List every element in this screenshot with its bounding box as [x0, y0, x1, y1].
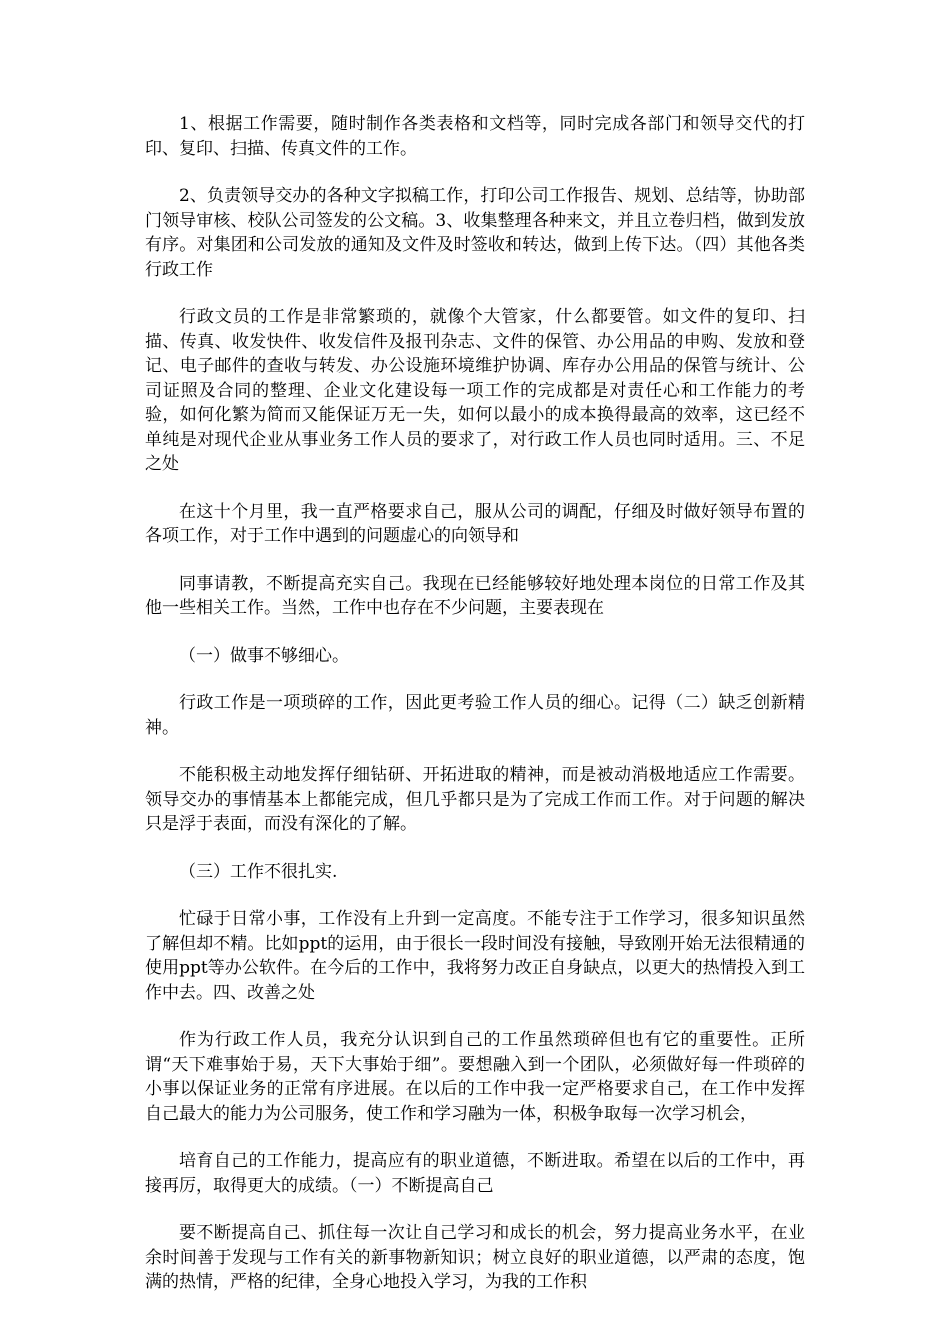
- paragraph-9: （三）工作不很扎实.: [179, 861, 338, 882]
- paragraph-2: 2、负责领导交办的各种文字拟稿工作，打印公司工作报告、规划、总结等，协助部门领导审核、校队公司签发的公文稿。3、收集整理各种来文，并且立卷归档，做到发放有序。对集团和公司发放的通知及文件及时签收和转达，做到上传下达。（四）其他各类行政工作: [145, 186, 805, 280]
- paragraph-3: 行政文员的工作是非常繁琐的，就像个大管家，什么都要管。如文件的复印、扫描、传真、收发快件、收发信件及报刊杂志、文件的保管、办公用品的申购、发放和登记、电子邮件的查收与转发、办公设施环境维护协调、库存办公用品的保管与统计、公司证照及合同的整理、企业文化建设每一项工作的完成都是对责任心和工作能力的考验，如何化繁为简而又能保证万无一失，如何以最小的成本换得最高的效率，这已经不单纯是对现代企业从事业务工作人员的要求了，对行政工作人员也同时适用。三、不足之处: [145, 307, 805, 474]
- paragraph-1: 1、根据工作需要，随时制作各类表格和文档等，同时完成各部门和领导交代的打印、复印、扫描、传真文件的工作。: [145, 114, 805, 159]
- paragraph-4: 在这十个月里，我一直严格要求自己，服从公司的调配，仔细及时做好领导布置的各项工作，对于工作中遇到的问题虚心的向领导和: [145, 501, 805, 546]
- paragraph-8: 不能积极主动地发挥仔细钻研、开拓进取的精神，而是被动消极地适应工作需要。领导交办的事情基本上都能完成，但几乎都只是为了完成工作而工作。对于问题的解决只是浮于表面，而没有深化的了解。: [145, 765, 805, 834]
- document-page: [145, 112, 805, 1318]
- paragraph-11: 作为行政工作人员，我充分认识到自己的工作虽然琐碎但也有它的重要性。正所谓“天下难事始于易，天下大事始于细”。要想融入到一个团队，必须做好每一件琐碎的小事以保证业务的正常有序进展。在以后的工作中我一定严格要求自己，在工作中发挥自己最大的能力为公司服务，使工作和学习融为一体，积极争取每一次学习机会，: [145, 1030, 805, 1124]
- paragraph-10: 忙碌于日常小事，工作没有上升到一定高度。不能专注于工作学习，很多知识虽然了解但却不精。比如ppt的运用，由于很长一段时间没有接触，导致刚开始无法很精通的使用ppt等办公软件。在今后的工作中，我将努力改正自身缺点，以更大的热情投入到工作中去。四、改善之处: [145, 909, 805, 1003]
- paragraph-5: 同事请教，不断提高充实自己。我现在已经能够较好地处理本岗位的日常工作及其他一些相关工作。当然，工作中也存在不少问题，主要表现在: [145, 573, 805, 618]
- paragraph-7: 行政工作是一项琐碎的工作，因此更考验工作人员的细心。记得（二）缺乏创新精神。: [145, 693, 805, 738]
- paragraph-13: 要不断提高自己、抓住每一次让自己学习和成长的机会，努力提高业务水平，在业余时间善于发现与工作有关的新事物新知识；树立良好的职业道德，以严肃的态度，饱满的热情，严格的纪律，全身心地投入学习，为我的工作积: [145, 1223, 805, 1292]
- paragraph-6: （一）做事不够细心。: [179, 645, 349, 666]
- paragraph-12: 培育自己的工作能力，提高应有的职业道德，不断进取。希望在以后的工作中，再接再厉，取得更大的成绩。（一）不断提高自己: [145, 1151, 805, 1196]
